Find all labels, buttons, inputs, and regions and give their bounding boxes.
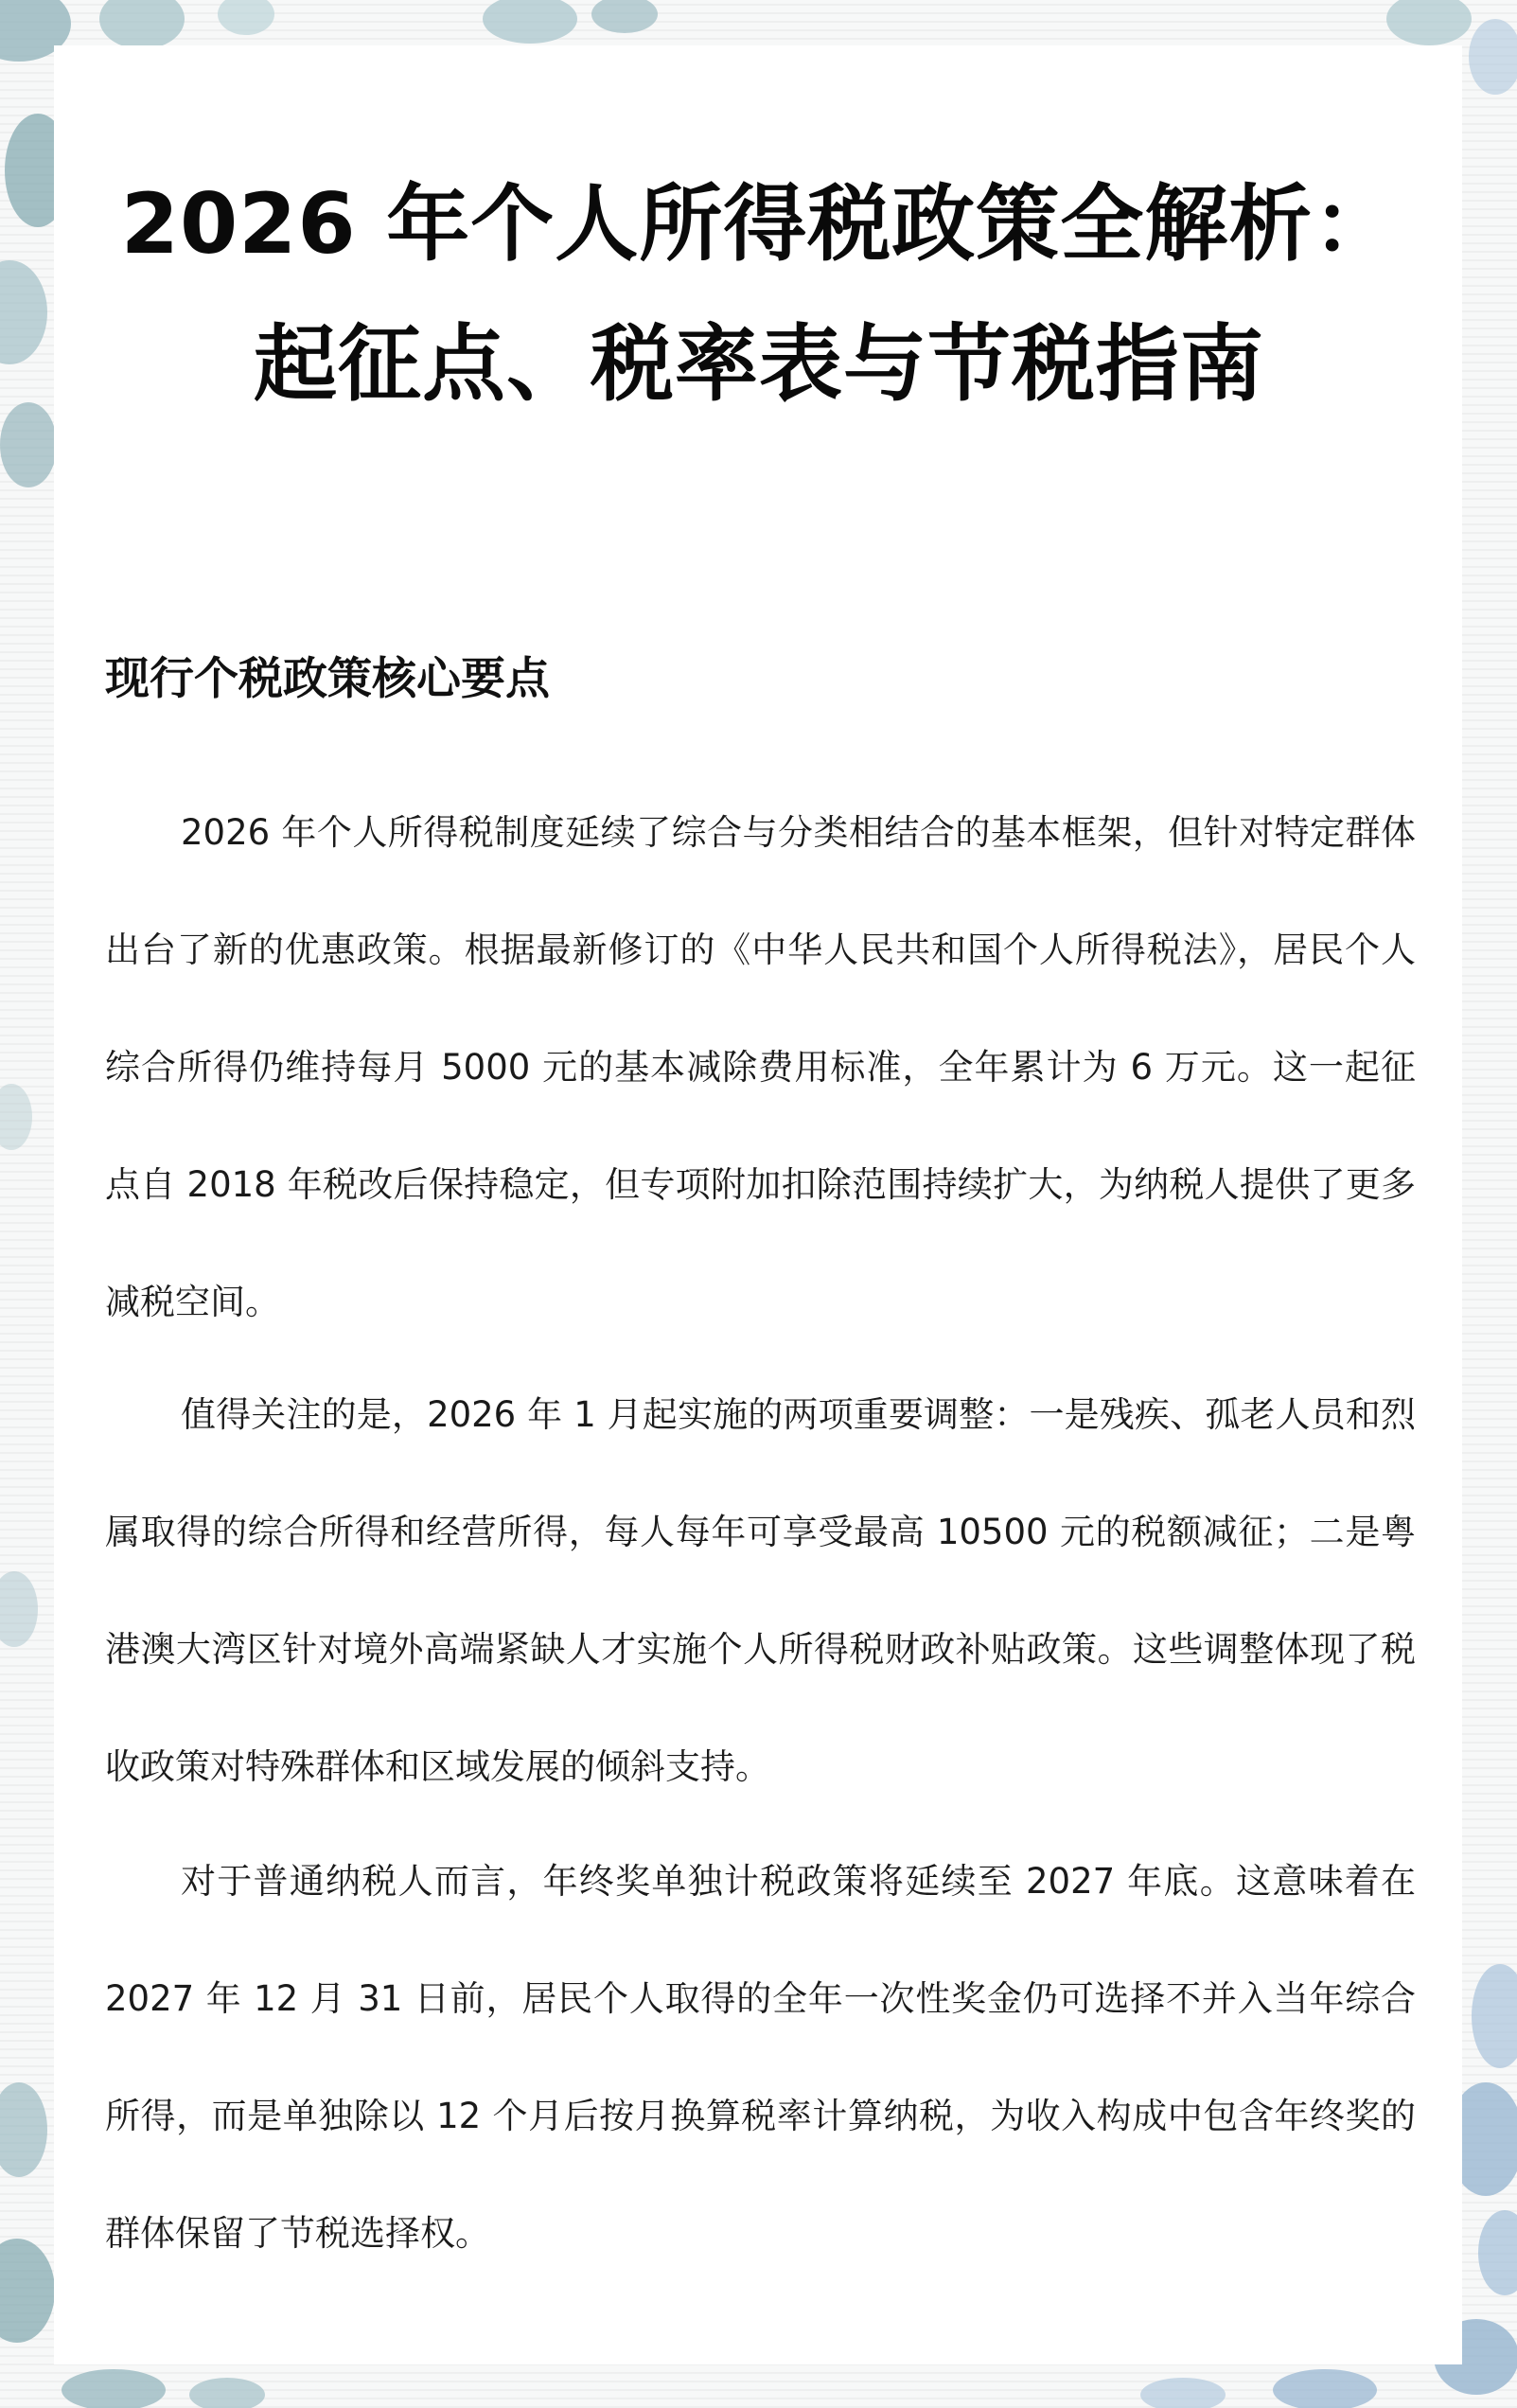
decorative-drop <box>1478 2210 1517 2295</box>
decorative-drop <box>0 402 57 487</box>
decorative-drop <box>1472 1964 1517 2068</box>
section-heading: 现行个税政策核心要点 <box>105 653 550 705</box>
body-paragraph: 值得关注的是，2026 年 1 月起实施的两项重要调整：一是残疾、孤老人员和烈属取得的综合所得和经营所得，每人每年可享受最高 10500 元的税额减征；二是粤港澳大湾区针对境外高端紧缺人才实施个人所得税财政补贴政策。这些调整体现了税收政策对特殊群体和区域发展的倾斜支持。 <box>105 1394 1416 1787</box>
document-page <box>54 45 1462 2364</box>
decorative-drop <box>218 0 274 35</box>
body-paragraph: 对于普通纳税人而言，年终奖单独计税政策将延续至 2027 年底。这意味着在 2027 年 12 月 31 日前，居民个人取得的全年一次性奖金仍可选择不并入当年综合所得，而是单独除以 12 个月后按月换算税率计算纳税，为收入构成中包含年终奖的群体保留了节税选择权。 <box>105 1861 1416 2254</box>
document-title: 2026 年个人所得税政策全解析：起征点、税率表与节税指南 <box>120 175 1398 413</box>
decorative-drop <box>591 0 658 33</box>
decorative-drop <box>0 2239 55 2343</box>
decorative-drop <box>0 260 47 364</box>
decorative-drop <box>0 2082 47 2177</box>
decorative-drop <box>1386 0 1472 45</box>
decorative-drop <box>1273 2369 1377 2408</box>
decorative-drop <box>1469 19 1517 95</box>
decorative-drop <box>0 1571 38 1647</box>
decorative-drop <box>483 0 577 44</box>
decorative-drop <box>99 0 185 49</box>
decorative-drop <box>62 2369 166 2408</box>
body-paragraph: 2026 年个人所得税制度延续了综合与分类相结合的基本框架，但针对特定群体出台了新的优惠政策。根据最新修订的《中华人民共和国个人所得税法》，居民个人综合所得仍维持每月 5000 元的基本减除费用标准，全年累计为 6 万元。这一起征点自 2018 年税改后保持稳定，但专项附加扣除范围持续扩大，为纳税人提供了更多减税空间。 <box>105 812 1416 1322</box>
decorative-drop <box>1140 2378 1226 2408</box>
decorative-drop <box>189 2378 265 2408</box>
decorative-drop <box>0 1084 32 1150</box>
